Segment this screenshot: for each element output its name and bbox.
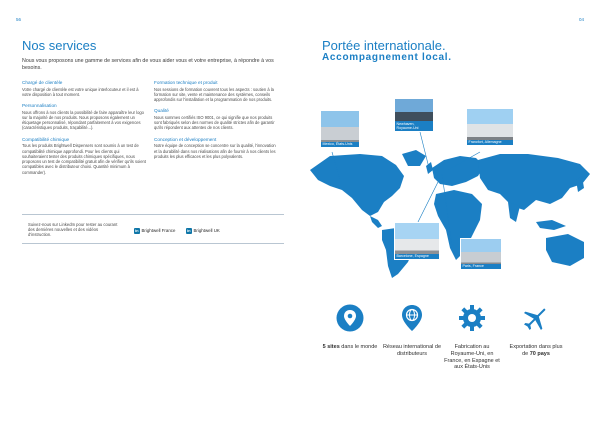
service-section xyxy=(22,80,146,97)
service-title: Conception et développement xyxy=(154,136,217,142)
map-europe xyxy=(432,156,484,186)
service-section xyxy=(154,80,278,102)
service-body: Tous les produits Brightwell Dispensers sont soumis à un test de compatibilité chimique approfondi. Pour les clients qui souhaiteraient tester des produits chimiques spécifiques, nous proposons un test de compatibilité gratuit afin de vérifier qu'ils soient compatibles avec le distributeur choisi. Quantité minimum à commander). xyxy=(22,143,146,175)
service-title: Chargé de clientèle xyxy=(22,80,63,85)
right-page xyxy=(300,0,600,424)
link-label: Brightwell UK xyxy=(193,228,220,234)
linkedin-icon: in xyxy=(134,228,139,234)
service-section xyxy=(22,137,146,175)
map-central-america xyxy=(370,216,382,228)
right-title: Portée internationale. xyxy=(322,38,446,53)
location-caption: Newhaven, Royaume-Uni xyxy=(395,121,433,131)
service-body: Votre chargé de clientèle est votre unique interlocuteur et il est à votre disposition à tout moment. xyxy=(22,86,139,97)
page-number-right: 04 xyxy=(578,17,584,22)
plane-icon xyxy=(522,304,550,332)
feature-label: 5 sites dans le monde xyxy=(322,344,378,350)
service-section xyxy=(154,108,278,130)
location-photo-frankfurt xyxy=(466,108,514,146)
linkedin-link-france[interactable] xyxy=(134,228,175,234)
gear-icon xyxy=(458,304,486,332)
pin-icon xyxy=(336,304,364,332)
social-text: Suivez-nous sur LinkedIn pour rester au courant des dernières nouvelles et des vidéos d'instruction. xyxy=(28,222,118,238)
link-label: Brightwell France xyxy=(141,228,176,234)
service-body: Nous sommes certifiés ISO 9001, ce qui signifie que nos produits sont fabriqués selon des normes de qualité strictes afin de garantir qu'ils répondent aux attentes de nos clients. xyxy=(154,114,275,131)
location-photo-barcelona xyxy=(394,222,440,260)
services-column-1 xyxy=(22,80,146,181)
world-map xyxy=(300,70,600,280)
location-photo-newhaven xyxy=(394,98,434,132)
right-subtitle: Accompagnement local. xyxy=(322,52,452,63)
feature-manufacturing xyxy=(442,304,502,371)
location-photo-mexico xyxy=(320,110,360,148)
feature-label: Réseau international de distributeurs xyxy=(382,344,442,357)
location-caption: Paris, France xyxy=(461,264,501,269)
location-caption: Barcelone, Espagne xyxy=(395,254,439,259)
service-title: Formation technique et produit xyxy=(154,80,218,85)
map-asia xyxy=(478,154,590,210)
map-greenland xyxy=(402,150,426,166)
feature-network xyxy=(382,304,442,358)
page-title: Nos services xyxy=(22,38,97,53)
service-section xyxy=(22,103,146,131)
feature-label: Fabrication au Royaume-Uni, en France, en Espagne et aux États-Unis xyxy=(444,344,500,371)
linkedin-link-uk[interactable] xyxy=(186,228,220,234)
location-caption: Mexico, États-Unis xyxy=(321,142,359,147)
map-north-america xyxy=(310,154,404,216)
map-uk xyxy=(426,162,433,174)
network-icon xyxy=(398,304,426,332)
feature-sites xyxy=(320,304,380,351)
services-column-2 xyxy=(154,80,278,165)
service-title: Compatibilité chimique xyxy=(22,136,70,142)
service-title: Personnalisation xyxy=(22,103,57,109)
service-body: Notre équipe de conception se concentre sur la qualité, l'innovation et la durabilité dans nos réalisations afin de fournir à nos clients les produits les plus efficaces et les plus polyvalents. xyxy=(154,143,276,159)
location-caption: Francfort, Allemagne xyxy=(467,140,513,145)
linkedin-icon: in xyxy=(186,228,191,234)
service-body: Nos sessions de formation couvrent tous les aspects : soutien à la formation sur site, vente et maintenance des systèmes, conseils approfondis sur l'installation et la programmation de nos produits. xyxy=(154,86,274,103)
location-photo-paris xyxy=(460,238,502,270)
left-page xyxy=(22,0,290,424)
intro-text: Nous vous proposons une gamme de services afin de vous aider vous et votre entreprise, à répondre à vos besoins. xyxy=(22,58,274,72)
map-australia xyxy=(546,234,584,266)
service-title: Qualité xyxy=(154,108,169,114)
feature-export xyxy=(506,304,566,358)
service-body: Nous offrons à nos clients la possibilité de faire apparaître leur logo sur la majorité de nos produits. Nous proposons également un étiquetage personnalisé, répondant parfaitement à vos exigences (caractéristiques produits, traçabilité...). xyxy=(22,109,144,131)
page-number-left: 56 xyxy=(16,17,22,22)
social-box xyxy=(22,214,284,244)
service-section xyxy=(154,137,278,159)
map-indonesia xyxy=(536,220,566,230)
feature-label: Exportation dans plus de 70 pays xyxy=(509,344,563,357)
